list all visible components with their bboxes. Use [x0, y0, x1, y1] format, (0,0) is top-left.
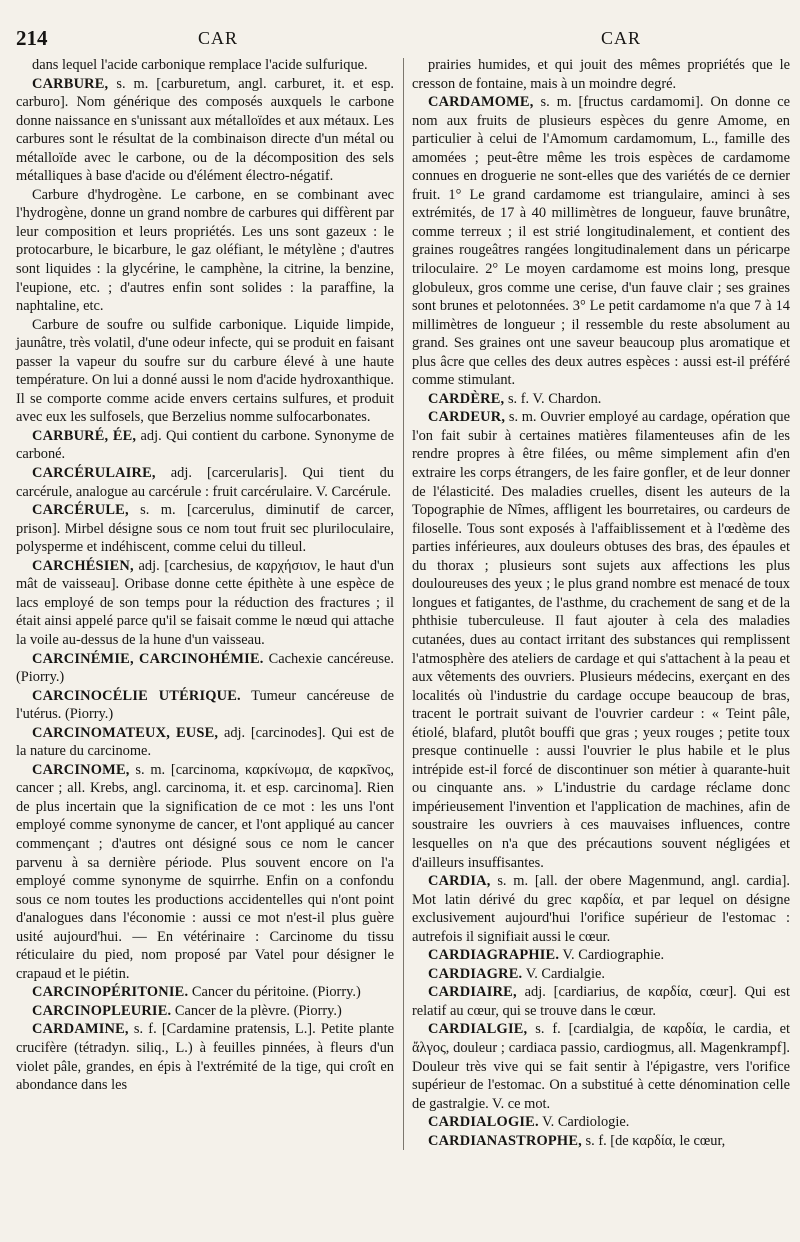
entry-text: prairies humides, et qui jouit des mêmes propriétés que le cresson de fontaine, mais à un moindre degré. — [412, 57, 790, 92]
dictionary-entry — [16, 983, 394, 1002]
dictionary-entry — [16, 1020, 394, 1094]
entry-headword: CARCHÉSIEN, — [32, 557, 134, 574]
right-column — [412, 56, 790, 1150]
entry-headword: CARDEUR, — [428, 409, 506, 426]
dictionary-entry — [412, 1132, 790, 1151]
entry-text: s. f. [Cardamine pratensis, L.]. Petite plante crucifère (tétradyn. siliq., L.) à feuilles pinnées, à fleurs d'un violet pâle, grandes, en épis à l'extrémité de la tige, qui croît en abondance dans les — [16, 1021, 394, 1094]
entry-headword: CARCÉRULAIRE, — [32, 465, 156, 482]
entry-paragraph — [412, 56, 790, 93]
entry-headword: CARCINOPÉRITONIE. — [32, 984, 189, 1001]
entry-headword: CARCINOPLEURIE. — [32, 1002, 172, 1019]
entry-text: adj. [carchesius, de καρχήσιον, le haut d'un mât de vaisseau]. Oribase donne cette épithète à une espèce de lacs employé de son temps pour la réduction des fractures ; il était ainsi appelé parce qu'il se faisait comme le nœud qui attache la voile au-dessus de la hune d'un vaisseau. — [16, 557, 394, 648]
entry-text: Cancer du péritoine. (Piorry.) — [188, 984, 361, 1001]
entry-headword: CARDIA, — [428, 873, 491, 890]
column-divider — [403, 58, 404, 1150]
entry-text: s. f. [de καρδία, le cœur, — [581, 1132, 726, 1149]
dictionary-entry — [16, 1002, 394, 1021]
entry-headword: CARCINÉMIE, CARCINOHÉMIE. — [32, 650, 264, 667]
two-column-body — [16, 56, 790, 1150]
entry-text: Cachexie cancéreuse. (Piorry.) — [16, 650, 394, 686]
dictionary-entry — [412, 1113, 790, 1132]
entry-text: Carbure de soufre ou sulfide carbonique. Liquide limpide, jaunâtre, très volatil, d'une odeur infecte, qui se produit en faisant passer la vapeur du soufre sur du carbure élevé à une haute température. On lui a donné aussi le nom d'acide hydroxanthique. Il se comporte comme acide envers certains sulfures, et produit avec eux les sulfosels, que Berzelius nomme sulfocarbonates. — [16, 316, 394, 426]
entry-headword: CARBURE, — [32, 75, 109, 92]
entry-headword: CARDIAGRE. — [428, 965, 523, 982]
dictionary-entry — [16, 650, 394, 687]
dictionary-entry — [412, 390, 790, 409]
dictionary-entry — [16, 557, 394, 650]
entry-headword: CARCINOME, — [32, 761, 130, 778]
dictionary-entry — [412, 965, 790, 984]
entry-headword: CARCINOMATEUX, EUSE, — [32, 724, 219, 741]
left-column — [16, 56, 394, 1150]
dictionary-entry — [16, 724, 394, 761]
entry-headword: CARCÉRULE, — [32, 502, 129, 519]
entry-headword: CARDÈRE, — [428, 390, 505, 407]
dictionary-entry — [412, 1020, 790, 1113]
entry-headword: CARDIALOGIE. — [428, 1114, 539, 1131]
dictionary-entry — [16, 427, 394, 464]
entry-text: V. Cardiographie. — [559, 947, 665, 964]
dictionary-entry — [16, 75, 394, 186]
entry-text: Carbure d'hydrogène. Le carbone, en se combinant avec l'hydrogène, donne un grand nombre de carbures qui diffèrent par leur composition et leurs propriétés. Les uns sont gazeux : le protocarbure, le bicarbure, le gaz oléfiant, le métylène ; d'autres sont liquides : la glycérine, le camphène, la citrine, la benzine, l'eupione, etc. ; d'autres enfin sont solides : la paraffine, la naphtaline, etc. — [16, 186, 394, 315]
dictionary-entry — [412, 93, 790, 390]
entry-headword: CARDAMINE, — [32, 1021, 129, 1038]
entry-text: V. Cardiologie. — [538, 1114, 630, 1131]
left-running-title: CAR — [198, 28, 239, 48]
entry-paragraph — [16, 186, 394, 316]
dictionary-entry — [412, 408, 790, 872]
entry-headword: CARDIANASTROPHE, — [428, 1132, 582, 1149]
entry-text: dans lequel l'acide carbonique remplace l'acide sulfurique. — [32, 57, 368, 73]
entry-text: s. m. [fructus cardamomi]. On donne ce nom aux fruits de plusieurs espèces du genre Amome, en particulier à celui de l'Amomum cardamomum, L., famille des amomées ; peut-être même les trois espèces de cardamome connues en droguerie ne sont-elles que des variétés de ce dernier fruit. 1° Le grand cardamome est triangulaire, aminci à ses extrémités, de 17 à 40 millimètres de longueur, fauve brunâtre, comme terreux ; il est strié longitudinalement, et contient des graines rougeâtres rangées longitudinalement dans un péricarpe triloculaire. 2° Le moyen cardamome est moins long, presque globuleux, gros comme une cerise, d'un fauve clair ; ses graines sont brunes et pelotonnées. 3° Le petit cardamome n'a que 7 à 14 millimètres de longueur ; il ressemble du reste absolument au grand. Ses graines ont une saveur beaucoup plus aromatique et plus âcre que celles des deux autres espèces : aussi est-il préféré comme stimulant. — [412, 94, 790, 389]
entry-text: s. m. Ouvrier employé au cardage, opération que l'on fait subir à certaines matières filamenteuses afin de les rendre propres à être filées, ou même simplement afin d'en extraire les corps étrangers, de les faire gonfler, et de leur donner de l'élasticité. Des maladies cruelles, disent les auteurs de la Topographie de Nîmes, affligent les bourretaires, ou cardeurs de filoselle. Tous sont exposés à l'affaiblissement et à l'œdème des parties inférieures, aux douleurs obtuses des bras, des épaules et du thorax ; plusieurs sont sujets aux affections les plus douloureuses des yeux ; le plus grand nombre est menacé de toux longues et fatigantes, de l'asthme, du crachement de sang et de la phthisie tuberculeuse. Il faut ajouter à cela des maladies cutanées, dues au contact irritant des substances qui remplissent l'atmosphère des ateliers de cardage et qui s'attachent à la peau et aux vêtements des ouvriers. Plusieurs médecins, exerçant en des localités où l'industrie du cardage occupe beaucoup de bras, tracent le portrait suivant de l'ouvrier cardeur : « Teint pâle, étiolé, blafard, plutôt bouffi que gras ; yeux rouges ; petite toux presque continuelle : aussi l'ouvrier le plus habile et le plus intrépide est-il forcé de discontinuer son métier à quarante-huit ou cinquante ans. » L'industrie du cardage réclame donc impérieusement l'invention et l'application de machines, afin de soustraire les ouvriers à ces mauvaises influences, contre lesquelles on n'a que des précautions souvent négligées et d'ailleurs insuffisantes. — [412, 409, 790, 871]
entry-text: adj. [carcerularis]. Qui tient du carcérule, analogue au carcérule : fruit carcérulaire. V. Carcérule. — [16, 465, 394, 500]
entry-headword: CARBURÉ, ÉE, — [32, 427, 137, 444]
dictionary-entry — [16, 464, 394, 501]
entry-text: s. m. [carcerulus, diminutif de carcer, prison]. Mirbel désigne sous ce nom tout fruit sec pluriloculaire, polysperme et indéhiscent, comme celui du tilleul. — [16, 502, 394, 556]
right-running-title: CAR — [601, 28, 642, 48]
dictionary-entry — [16, 687, 394, 724]
entry-text: Cancer de la plèvre. (Piorry.) — [171, 1002, 342, 1019]
entry-text: V. Cardialgie. — [522, 965, 605, 982]
dictionary-entry — [412, 946, 790, 965]
dictionary-entry — [16, 761, 394, 984]
entry-text: adj. [cardiarius, de καρδία, cœur]. Qui est relatif au cœur, qui se trouve dans le cœur. — [412, 984, 790, 1019]
entry-text: Tumeur cancéreuse de l'utérus. (Piorry.) — [16, 687, 394, 723]
entry-text: s. f. [cardialgia, de καρδία, le cardia, et ἄλγος, douleur ; cardiaca passio, cardiogmus, all. Magenkrampf]. Douleur très vive qui se fait sentir à l'épigastre, vers l'orifice supérieur de l'estomac. On a substitué à cette dénomination celle de gastralgie. V. ce mot. — [412, 1021, 790, 1112]
entry-headword: CARDAMOME, — [428, 94, 534, 111]
entry-headword: CARDIAIRE, — [428, 984, 517, 1001]
entry-paragraph — [16, 56, 394, 75]
entry-paragraph — [16, 316, 394, 427]
entry-text: s. m. [carburetum, angl. carburet, it. et esp. carburo]. Nom générique des composés auxquels le carbone donne naissance en s'unissant aux métalloïdes et aux métaux. Les carbures sont le résultat de la combinaison directe d'un métal ou métalloïde avec le carbone, ou de la décomposition des sels métalliques à base d'acide ou d'élément électro-négatif. — [16, 75, 394, 185]
dictionary-entry — [16, 501, 394, 557]
entry-text: adj. Qui contient du carbone. Synonyme de carboné. — [16, 427, 394, 463]
entry-headword: CARDIAGRAPHIE. — [428, 947, 560, 964]
entry-headword: CARCINOCÉLIE UTÉRIQUE. — [32, 687, 241, 704]
dictionary-entry — [412, 872, 790, 946]
entry-text: s. m. [carcinoma, καρκίνωμα, de καρκῖνος, cancer ; all. Krebs, angl. carcinoma, it. et esp. carcinoma]. Rien de plus incertain que la signification de ce mot : les uns l'ont employé comme synonyme de cancer, et l'ont appliqué au cancer commençant ; d'autres ont désigné sous ce nom le cancer parvenu à sa dernière période. Plus souvent encore on l'a employé comme synonyme de squirrhe. Enfin on a confondu sous ce nom toutes les productions accidentelles qui n'ont point d'analogues dans l'économie : aussi ce mot n'est-il plus guère usité aujourd'hui. — En vétérinaire : Carcinome du tissu réticulaire du pied, nom proposé par Vatel pour désigner le crapaud et le piétin. — [16, 761, 394, 982]
entry-text: s. f. V. Chardon. — [504, 390, 602, 407]
dictionary-entry — [412, 983, 790, 1020]
entry-text: adj. [carcinodes]. Qui est de la nature du carcinome. — [16, 724, 394, 760]
page-number: 214 — [16, 26, 48, 50]
entry-headword: CARDIALGIE, — [428, 1021, 528, 1038]
entry-text: s. m. [all. der obere Magenmund, angl. cardia]. Mot latin dérivé du grec καρδία, et par lequel on désigne exclusivement aujourd'hui l'orifice supérieur de l'estomac : autrefois il signifiait aussi le cœur. — [412, 873, 790, 945]
running-header — [16, 22, 790, 56]
